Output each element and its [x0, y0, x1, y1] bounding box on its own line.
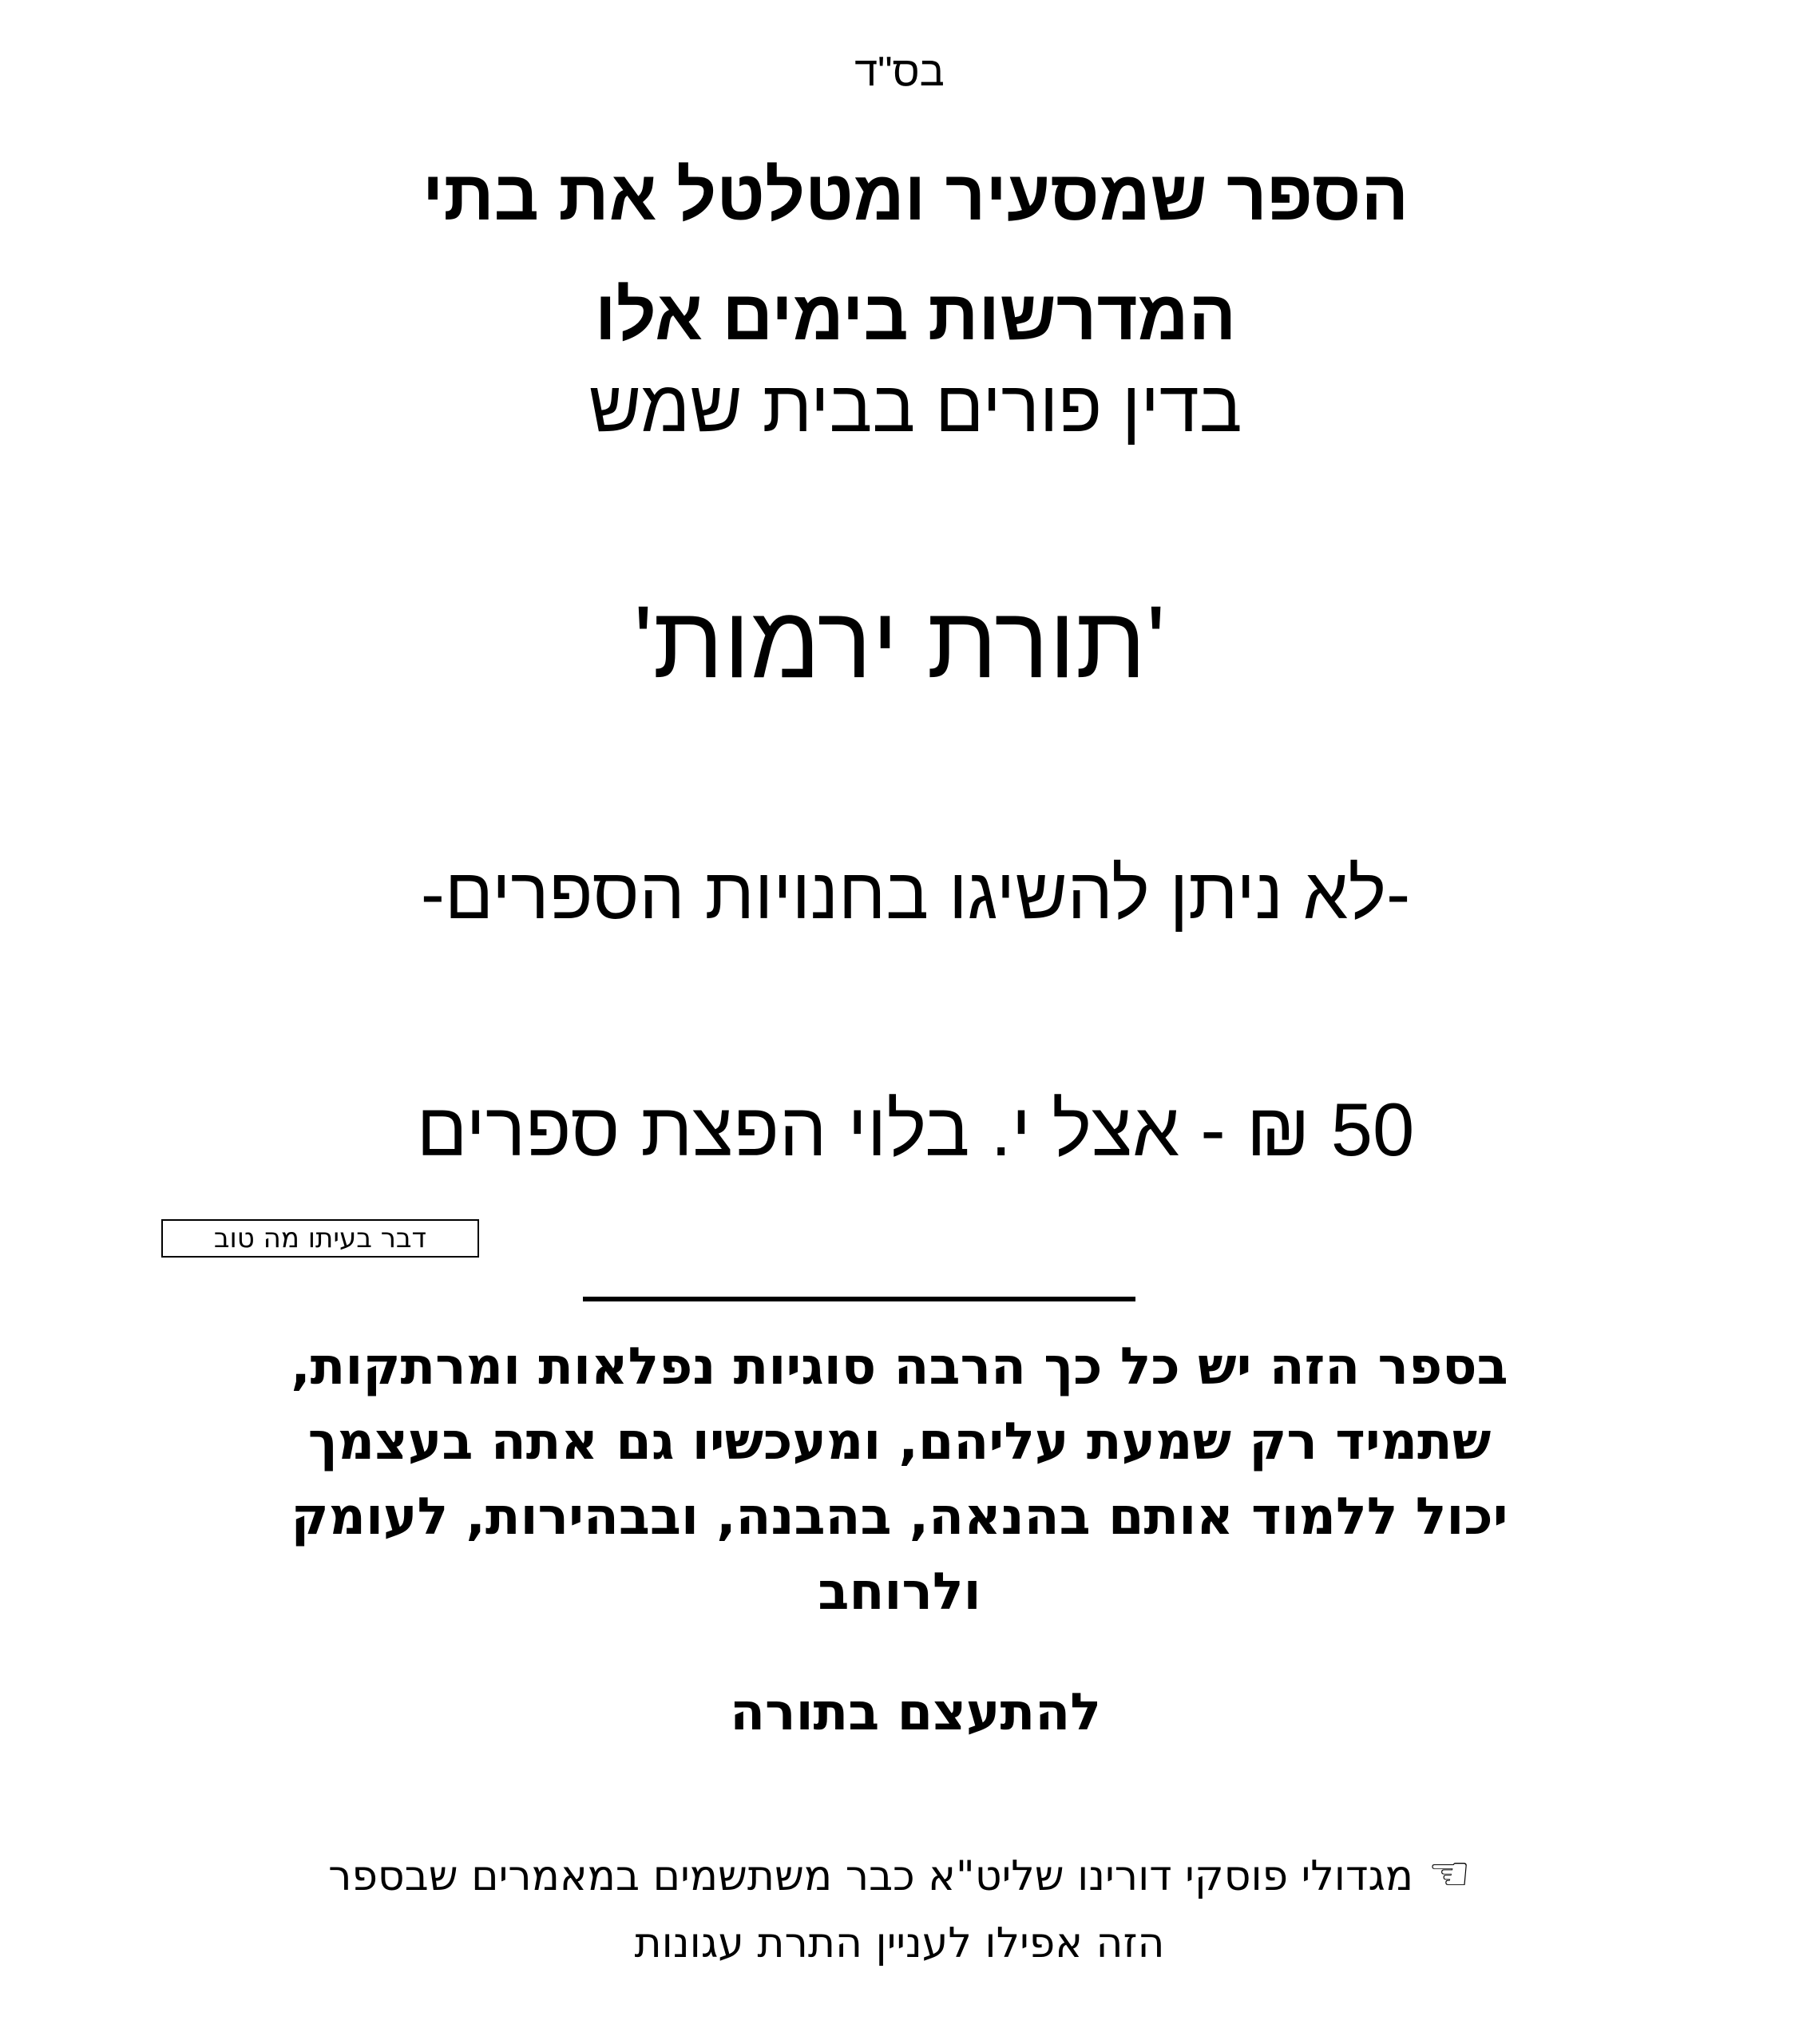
description-line: ולרוחב — [818, 1563, 981, 1622]
tagline-box: דבר בעיתו מה טוב — [161, 1219, 479, 1258]
divider-line — [583, 1297, 1135, 1301]
endorsement — [0, 1840, 1799, 1977]
subheadline: בדין פורים בבית שמש — [588, 367, 1242, 447]
description-line: בספר הזה יש כל כך הרבה סוגיות נפלאות ומרתקות, — [291, 1337, 1508, 1396]
endorsement-line-1: מגדולי פוסקי דורינו שליט"א כבר משתשמים במאמרים שבספר — [328, 1852, 1414, 1900]
description-line: יכול ללמוד אותם בהנאה, בהבנה, ובבהירות, לעומק — [291, 1487, 1508, 1547]
description-line: שתמיד רק שמעת עליהם, ומעכשיו גם אתה בעצמך — [307, 1412, 1492, 1472]
price-line: 50 ₪ - אצל י. בלוי הפצת ספרים — [416, 1087, 1415, 1171]
slogan: להתעצם בתורה — [730, 1683, 1101, 1742]
endorsement-line-2: הזה אפילו לעניין התרת עגונות — [634, 1919, 1165, 1967]
pointing-hand-icon: ☜ — [1428, 1846, 1471, 1902]
headline-line-2: המדרשות בימים אלו — [594, 275, 1237, 355]
headline — [16, 136, 1799, 375]
description — [0, 1329, 1799, 1630]
headline-line-1: הספר שמסעיר ומטלטל את בתי — [422, 156, 1409, 235]
endorsement-line-1-wrapper — [0, 1840, 1799, 1910]
book-title: 'תורת ירמות' — [633, 585, 1166, 699]
availability-note: -לא ניתן להשיגו בחנויות הספרים- — [420, 854, 1411, 934]
basad-heading: בס"ד — [854, 49, 945, 95]
